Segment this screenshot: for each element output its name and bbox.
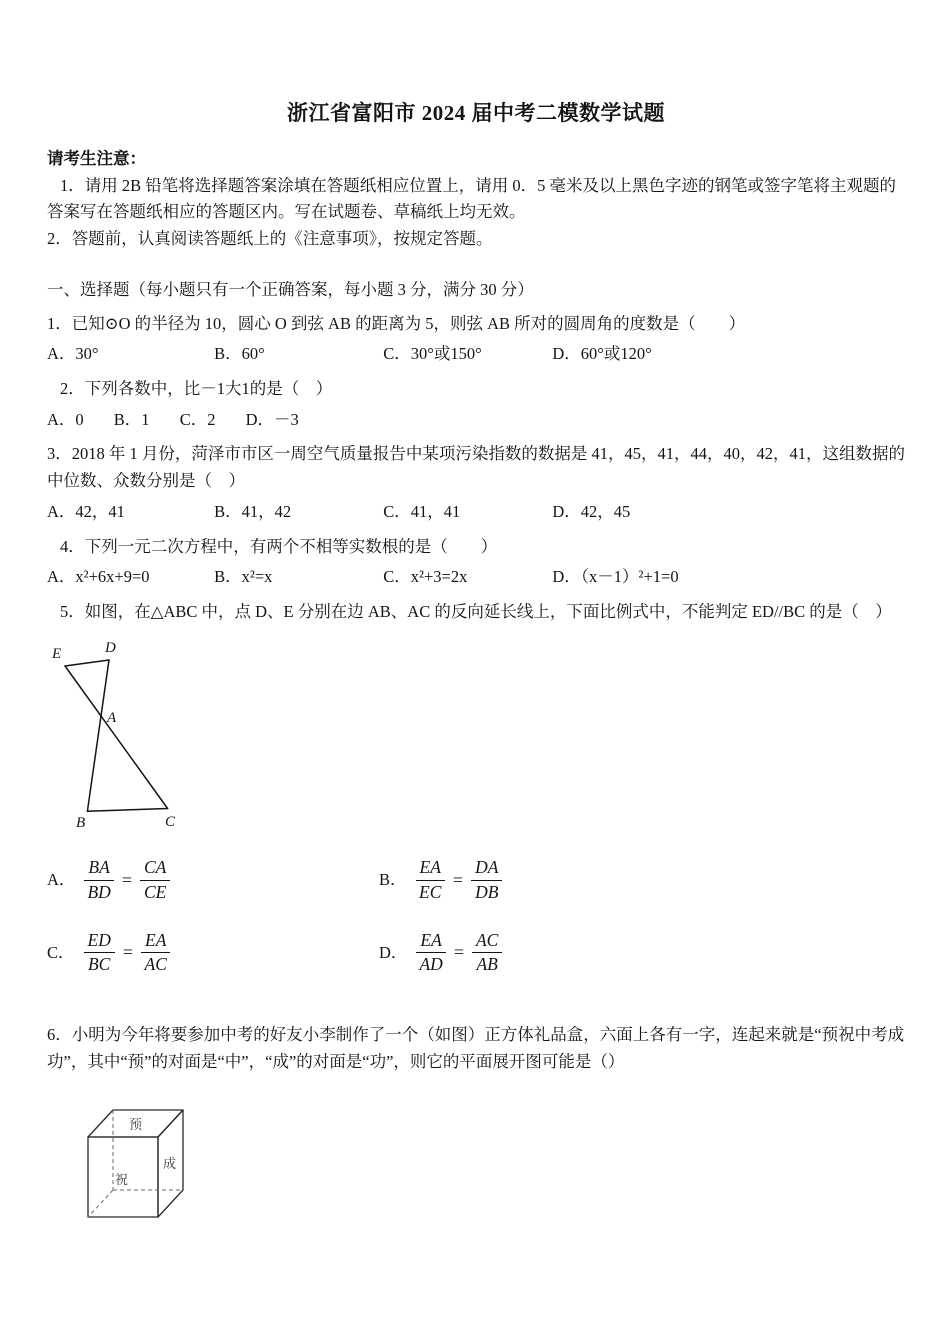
option-label: D． xyxy=(379,942,408,962)
cube-front-label: 祝 xyxy=(115,1171,129,1187)
cube-top-label: 预 xyxy=(129,1116,143,1132)
q4-option-c: C．x²+3=2x xyxy=(383,567,468,587)
fraction xyxy=(84,857,113,904)
numerator: EA xyxy=(416,930,445,954)
q5-option-a xyxy=(47,857,379,904)
denominator: DB xyxy=(475,881,499,902)
q2-option-b: B．1 xyxy=(113,409,150,429)
question-5-options-row-1 xyxy=(47,857,905,904)
denominator: AB xyxy=(476,954,498,975)
vertex-label-D: D xyxy=(105,639,116,656)
option-label: B． xyxy=(379,869,407,889)
denominator: CE xyxy=(143,881,167,902)
vertex-label-B: B xyxy=(76,814,86,831)
denominator: AD xyxy=(419,954,443,975)
q5-option-d xyxy=(379,930,711,977)
question-6-text: 6．小明为今年将要参加中考的好友小李制作了一个（如图）正方体礼品盒，六面上各有一字，连起来就是“预祝中考成功”，其中“预”的对面是“中”，“成”的对面是“功”，则它的平面展开图可能是（） xyxy=(47,1025,905,1072)
denominator: EC xyxy=(419,881,442,902)
notice-item-2: 2．答题前，认真阅读答题纸上的《注意事项》，按规定答题。 xyxy=(47,229,493,249)
numerator: DA xyxy=(471,857,502,881)
equals-sign: = xyxy=(121,869,132,890)
q1-option-a: A．30° xyxy=(47,344,99,364)
page-title: 浙江省富阳市 2024 届中考二模数学试题 xyxy=(287,101,665,125)
numerator: EA xyxy=(141,930,170,954)
fraction xyxy=(471,857,502,904)
q2-option-d: D．－3 xyxy=(245,409,299,429)
q2-option-c: C．2 xyxy=(179,409,216,429)
section-1-header: 一、选择题（每小题只有一个正确答案，每小题 3 分，满分 30 分） xyxy=(47,279,534,299)
q3-option-a: A．42，41 xyxy=(47,501,125,521)
edge-BC xyxy=(87,808,167,811)
q4-option-a: A．x²+6x+9=0 xyxy=(47,567,150,587)
option-label: A． xyxy=(47,869,76,889)
fraction xyxy=(416,930,445,977)
denominator: BC xyxy=(87,954,111,975)
question-4-text: 4．下列一元二次方程中，有两个不相等实数根的是（ ） xyxy=(60,536,498,556)
numerator: AC xyxy=(472,930,502,954)
numerator: CA xyxy=(140,857,170,881)
cube-hidden-edge xyxy=(88,1190,113,1217)
equals-sign: = xyxy=(122,942,133,963)
question-1-options xyxy=(47,341,905,368)
numerator: EA xyxy=(416,857,445,881)
question-3-text: 3．2018 年 1 月份，菏泽市市区一周空气质量报告中某项污染指数的数据是 41，45，41，44，40，42，41，这组数据的中位数、众数分别是（ ） xyxy=(47,444,905,491)
q1-option-d: D．60°或120° xyxy=(552,344,652,364)
fraction xyxy=(416,857,445,904)
cube-right-label: 成 xyxy=(163,1155,177,1171)
fraction xyxy=(141,930,170,977)
q1-option-c: C．30°或150° xyxy=(383,344,482,364)
equals-sign: = xyxy=(453,942,464,963)
numerator: ED xyxy=(84,930,115,954)
q4-option-b: B．x²=x xyxy=(214,567,273,587)
q5-option-b xyxy=(379,857,711,904)
q3-option-d: D．42，45 xyxy=(552,501,631,521)
fraction xyxy=(140,857,170,904)
option-label: C． xyxy=(47,942,75,962)
q2-option-a: A．0 xyxy=(47,409,84,429)
question-3-options xyxy=(47,499,905,526)
question-5-text: 5．如图，在△ABC 中，点 D、E 分别在边 AB、AC 的反向延长线上，下面比例式中，不能判定 ED//BC 的是（ ） xyxy=(60,602,892,622)
line-EAC xyxy=(65,666,168,809)
q3-option-b: B．41，42 xyxy=(214,501,292,521)
notice-item-1: 1．请用 2B 铅笔将选择题答案涂填在答题纸相应位置上，请用 0．5 毫米及以上黑色字迹的钢笔或签字笔将主观题的答案写在答题纸相应的答题区内。写在试题卷、草稿纸上均无效。 xyxy=(47,175,897,222)
vertex-label-C: C xyxy=(165,813,176,830)
question-2-options xyxy=(47,407,905,434)
question-4-options xyxy=(47,564,905,591)
equals-sign: = xyxy=(452,869,464,890)
edge-ED xyxy=(65,660,109,666)
denominator: AC xyxy=(144,954,167,975)
denominator: BD xyxy=(87,881,111,902)
vertex-label-E: E xyxy=(52,645,62,662)
vertex-label-A: A xyxy=(107,709,117,726)
numerator: BA xyxy=(84,857,113,881)
q3-option-c: C．41，41 xyxy=(383,501,461,521)
fraction xyxy=(472,930,502,977)
question-5-options-row-2 xyxy=(47,930,905,977)
triangle-figure xyxy=(49,636,199,831)
cube-figure xyxy=(63,1092,238,1232)
question-2-text: 2．下列各数中，比－1大1的是（ ） xyxy=(60,379,333,399)
line-DAB xyxy=(87,660,109,811)
q5-option-c xyxy=(47,930,379,977)
fraction xyxy=(84,930,115,977)
notice-header: 请考生注意： xyxy=(47,149,146,169)
q4-option-d: D．（x－1）²+1=0 xyxy=(552,567,679,587)
question-1-text: 1．已知⊙O 的半径为 10，圆心 O 到弦 AB 的距离为 5，则弦 AB 所对的圆周角的度数是（ ） xyxy=(47,313,746,333)
q1-option-b: B．60° xyxy=(214,344,265,364)
